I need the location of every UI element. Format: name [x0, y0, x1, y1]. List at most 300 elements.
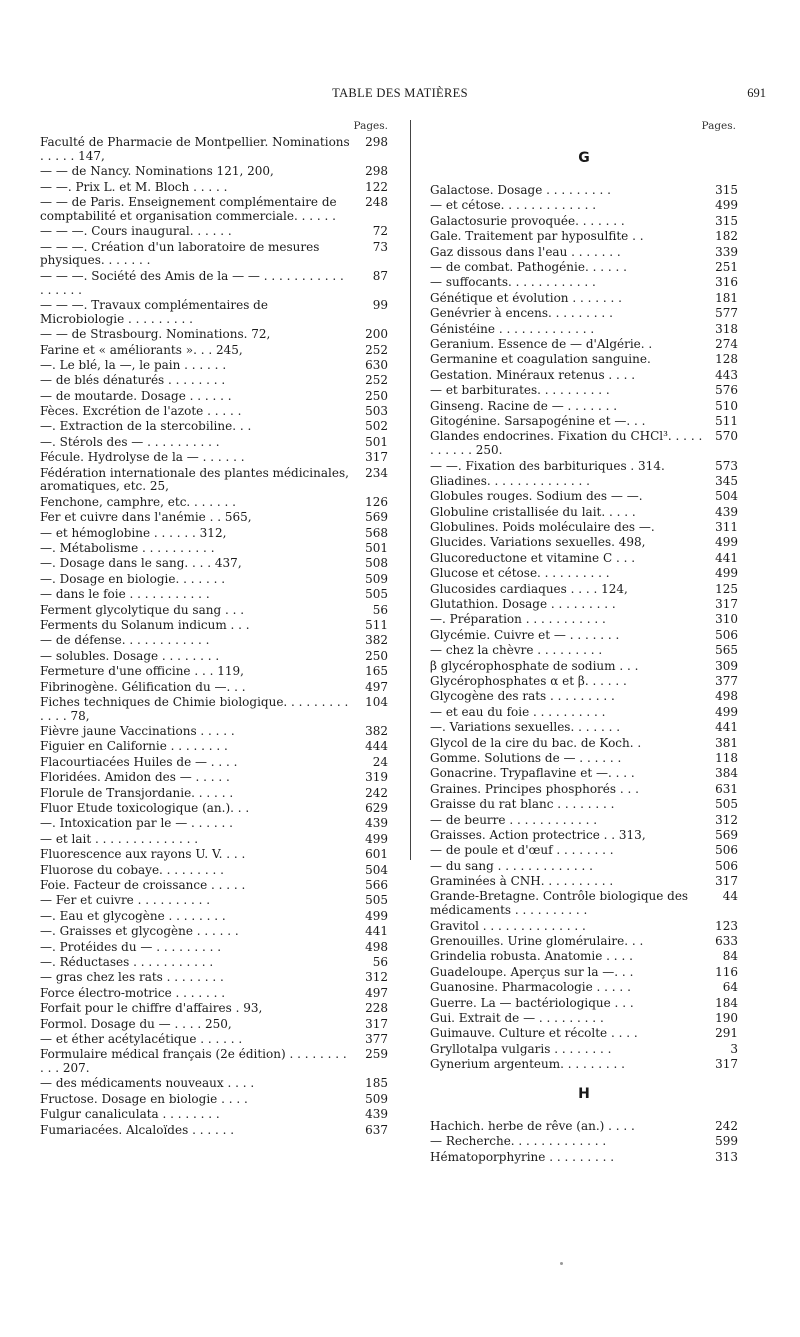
- entry-text: —. Graisses et glycogène . . . . . .: [40, 924, 239, 939]
- entry-text: — de blés dénaturés . . . . . . . .: [40, 373, 226, 388]
- index-entry: [430, 490, 738, 504]
- entry-page: 248: [365, 194, 388, 209]
- entry-text: Fédération internationale des plantes médicinales, aromatiques, etc. 25,: [40, 465, 349, 494]
- entry-page: 84: [722, 949, 738, 964]
- entry-page: 242: [715, 1119, 738, 1134]
- entry-text: — et lait . . . . . . . . . . . . . .: [40, 831, 199, 846]
- entry-text: Germanine et coagulation sanguine.: [430, 352, 651, 367]
- entry-page: 504: [365, 862, 388, 877]
- index-entry: [40, 181, 388, 195]
- index-entry: [40, 1108, 388, 1122]
- entry-page: 569: [365, 510, 388, 525]
- index-entry: [40, 894, 388, 908]
- entry-page: 382: [365, 633, 388, 648]
- entry-page: 510: [715, 398, 738, 413]
- entry-text: Guadeloupe. Aperçus sur la —. . .: [430, 964, 634, 979]
- entry-text: Grande-Bretagne. Contrôle biologique des médicaments . . . . . . . . . .: [430, 889, 689, 918]
- entry-text: β glycérophosphate de sodium . . .: [430, 658, 639, 673]
- index-entry: [430, 829, 738, 843]
- entry-text: Fenchone, camphre, etc. . . . . . .: [40, 494, 236, 509]
- entry-page: 498: [715, 689, 738, 704]
- entry-page: 242: [365, 785, 388, 800]
- entry-page: 511: [365, 617, 388, 632]
- index-entry: [40, 436, 388, 450]
- entry-text: —. Métabolisme . . . . . . . . . .: [40, 540, 215, 555]
- index-entry: [40, 725, 388, 739]
- entry-text: —. Stérols des — . . . . . . . . . .: [40, 434, 220, 449]
- entry-page: 499: [715, 704, 738, 719]
- entry-text: — gras chez les rats . . . . . . . .: [40, 970, 224, 985]
- entry-text: Genévrier à encens. . . . . . . . .: [430, 306, 613, 321]
- index-entry: [430, 752, 738, 766]
- entry-text: — suffocants. . . . . . . . . . . .: [430, 275, 596, 290]
- entry-page: 234: [365, 465, 388, 480]
- entry-page: 384: [715, 766, 738, 781]
- entry-text: Floridées. Amidon des — . . . . .: [40, 770, 230, 785]
- index-entry: [430, 583, 738, 597]
- entry-text: Glycémie. Cuivre et — . . . . . . .: [430, 627, 620, 642]
- entry-text: Fluorose du cobaye. . . . . . . . .: [40, 862, 224, 877]
- index-entry: [430, 935, 738, 949]
- index-entry: [40, 1124, 388, 1138]
- index-entry: [430, 690, 738, 704]
- index-entry: [430, 230, 738, 244]
- entry-text: Hachich. herbe de rêve (an.) . . . .: [430, 1119, 635, 1134]
- entry-text: Fer et cuivre dans l'anémie . . 565,: [40, 510, 252, 525]
- entry-page: 505: [715, 797, 738, 812]
- index-entry: [430, 1151, 738, 1165]
- entry-text: Fluorescence aux rayons U. V. . . .: [40, 847, 246, 862]
- entry-page: 317: [715, 874, 738, 889]
- index-entry: [40, 344, 388, 358]
- entry-page: 118: [715, 750, 738, 765]
- entry-page: 312: [365, 970, 388, 985]
- index-entry: [430, 1135, 738, 1149]
- entry-text: Fièvre jaune Vaccinations . . . . .: [40, 724, 235, 739]
- entry-text: —. Dosage en biologie. . . . . . .: [40, 571, 226, 586]
- index-entry: [40, 665, 388, 679]
- entry-text: Hématoporphyrine . . . . . . . . .: [430, 1149, 615, 1164]
- entry-page: 633: [715, 934, 738, 949]
- entry-page: 573: [715, 458, 738, 473]
- entry-text: Globules rouges. Sodium des — —.: [430, 489, 643, 504]
- entry-page: 318: [715, 321, 738, 336]
- entry-text: — —. Prix L. et M. Bloch . . . . .: [40, 179, 228, 194]
- index-entry: [40, 1002, 388, 1016]
- index-entry: [430, 1043, 738, 1057]
- entry-page: 313: [715, 1149, 738, 1164]
- entry-page: 382: [365, 724, 388, 739]
- entry-text: — de moutarde. Dosage . . . . . .: [40, 388, 232, 403]
- index-entry: [430, 215, 738, 229]
- index-entry: [430, 246, 738, 260]
- entry-text: Génistéine . . . . . . . . . . . . .: [430, 321, 595, 336]
- entry-page: 315: [715, 213, 738, 228]
- index-entry: [40, 756, 388, 770]
- index-entry: [40, 241, 388, 269]
- entry-page: 505: [365, 587, 388, 602]
- entry-text: Glucose et cétose. . . . . . . . . .: [430, 566, 610, 581]
- entry-text: Geranium. Essence de — d'Algérie. .: [430, 337, 653, 351]
- entry-page: 599: [715, 1134, 738, 1149]
- index-entry: [430, 384, 738, 398]
- entry-page: 577: [715, 306, 738, 321]
- entry-page: 298: [365, 135, 388, 149]
- entry-page: 291: [715, 1026, 738, 1041]
- index-entry: [40, 956, 388, 970]
- entry-text: Guimauve. Culture et récolte . . . .: [430, 1026, 638, 1041]
- entry-page: 317: [715, 597, 738, 612]
- printer-speck: [560, 1262, 563, 1265]
- entry-text: Flacourtiacées Huiles de — . . . .: [40, 754, 238, 769]
- index-entry: [430, 675, 738, 689]
- entry-page: 377: [715, 674, 738, 688]
- entry-text: Ferment glycolytique du sang . . .: [40, 602, 245, 617]
- entry-text: — — —. Cours inaugural. . . . . .: [40, 224, 232, 239]
- entry-text: Formol. Dosage du — . . . . 250,: [40, 1016, 232, 1031]
- entry-text: — et eau du foie . . . . . . . . . .: [430, 704, 606, 719]
- entry-text: Fibrinogène. Gélification du —. . .: [40, 679, 246, 694]
- entry-text: Fécule. Hydrolyse de la — . . . . . .: [40, 450, 245, 465]
- pages-label: Pages.: [701, 120, 736, 132]
- index-entry: [40, 496, 388, 510]
- entry-page: 128: [715, 352, 738, 367]
- entry-text: Glycérophosphates α et β. . . . . .: [430, 674, 627, 688]
- entry-text: Graines. Principes phosphorés . . .: [430, 781, 639, 796]
- entry-page: 509: [365, 1091, 388, 1106]
- index-entry: [40, 740, 388, 754]
- entry-page: 64: [722, 980, 738, 995]
- entry-text: Globuline cristallisée du lait. . . . .: [430, 504, 636, 519]
- entry-text: Grindelia robusta. Anatomie . . . .: [430, 949, 633, 964]
- entry-page: 87: [372, 268, 388, 283]
- index-entry: [40, 165, 388, 179]
- entry-text: —. Intoxication par le — . . . . . .: [40, 816, 233, 831]
- entry-page: 497: [365, 679, 388, 694]
- index-entry: [40, 420, 388, 434]
- entry-text: Ferments du Solanum indicum . . .: [40, 617, 250, 632]
- entry-text: Gale. Traitement par hyposulfite . .: [430, 229, 644, 244]
- entry-text: Fèces. Excrétion de l'azote . . . . .: [40, 404, 242, 419]
- entry-page: 56: [372, 602, 388, 617]
- index-entry: [430, 950, 738, 964]
- entry-text: —. Réductases . . . . . . . . . . .: [40, 954, 214, 969]
- entry-text: Génétique et évolution . . . . . . .: [430, 290, 622, 305]
- entry-page: 508: [365, 556, 388, 571]
- index-entry: [40, 833, 388, 847]
- entry-text: Fumariacées. Alcaloïdes . . . . . .: [40, 1122, 235, 1137]
- entry-text: Glucosides cardiaques . . . . 124,: [430, 581, 628, 596]
- entry-text: — et barbiturates. . . . . . . . . .: [430, 383, 610, 398]
- index-entry: [430, 613, 738, 627]
- entry-page: 444: [365, 739, 388, 754]
- page-number: 691: [747, 86, 766, 100]
- entry-text: Ginseng. Racine de — . . . . . . .: [430, 398, 618, 413]
- index-entry: [430, 629, 738, 643]
- entry-page: 499: [365, 908, 388, 923]
- right-column: [430, 120, 738, 1166]
- entry-page: 125: [715, 581, 738, 596]
- entry-text: Glycogène des rats . . . . . . . . .: [430, 689, 615, 704]
- index-entry: [430, 430, 738, 458]
- entry-page: 316: [715, 275, 738, 290]
- entry-text: Graisses. Action protectrice . . 313,: [430, 827, 646, 842]
- index-entry: [430, 184, 738, 198]
- index-entry: [430, 783, 738, 797]
- entry-page: 506: [715, 843, 738, 858]
- entry-page: 184: [715, 995, 738, 1010]
- entry-page: 309: [715, 658, 738, 673]
- index-entry: [40, 879, 388, 893]
- index-entry: [430, 644, 738, 658]
- index-entry: [40, 299, 388, 327]
- index-entry: [40, 634, 388, 648]
- entry-text: Guerre. La — bactériologique . . .: [430, 995, 634, 1010]
- index-entry: [430, 506, 738, 520]
- entry-page: 317: [365, 1016, 388, 1031]
- entry-text: Farine et « améliorants ». . . 245,: [40, 342, 243, 357]
- entry-page: 502: [365, 419, 388, 434]
- entry-text: —. Eau et glycogène . . . . . . . .: [40, 908, 226, 923]
- index-entry: [40, 817, 388, 831]
- entry-text: — des médicaments nouveaux . . . .: [40, 1076, 255, 1091]
- index-entry: [430, 353, 738, 367]
- entry-page: 503: [365, 404, 388, 419]
- entry-text: — de poule et d'œuf . . . . . . . .: [430, 843, 614, 858]
- index-entry: [40, 527, 388, 541]
- section-letter-g: G: [578, 150, 590, 166]
- entry-page: 504: [715, 489, 738, 504]
- entry-text: Forfait pour le chiffre d'affaires . 93,: [40, 1001, 263, 1016]
- entry-text: Foie. Facteur de croissance . . . . .: [40, 877, 246, 892]
- index-entry: [40, 1033, 388, 1047]
- entry-page: 182: [715, 229, 738, 244]
- g-entry-list: [430, 184, 738, 1072]
- index-entry: [430, 660, 738, 674]
- index-entry: [430, 1012, 738, 1026]
- entry-text: Guanosine. Pharmacologie . . . . .: [430, 980, 631, 995]
- entry-page: 3: [730, 1041, 738, 1056]
- entry-text: Gitogénine. Sarsapogénine et —. . .: [430, 413, 646, 428]
- index-entry: [430, 860, 738, 874]
- index-entry: [430, 706, 738, 720]
- entry-text: Gaz dissous dans l'eau . . . . . . .: [430, 244, 621, 259]
- entry-text: — et hémoglobine . . . . . . 312,: [40, 525, 227, 540]
- entry-text: Glycol de la cire du bac. de Koch. .: [430, 735, 642, 750]
- entry-page: 319: [365, 770, 388, 785]
- left-entry-list: [40, 136, 388, 1137]
- index-entry: [430, 737, 738, 751]
- entry-page: 570: [715, 429, 738, 444]
- entry-page: 576: [715, 383, 738, 398]
- entry-text: — de défense. . . . . . . . . . . .: [40, 633, 210, 648]
- index-entry: [40, 451, 388, 465]
- index-entry: [40, 848, 388, 862]
- entry-page: 312: [715, 812, 738, 827]
- entry-text: Galactose. Dosage . . . . . . . . .: [430, 183, 611, 198]
- index-entry: [430, 920, 738, 934]
- entry-text: Gonacrine. Trypaflavine et —. . . .: [430, 766, 635, 781]
- entry-page: 185: [365, 1076, 388, 1091]
- index-entry: [40, 390, 388, 404]
- entry-text: —. Protéides du — . . . . . . . . .: [40, 939, 222, 954]
- entry-page: 228: [365, 1001, 388, 1016]
- entry-page: 250: [365, 648, 388, 663]
- page-header: [32, 86, 768, 106]
- entry-page: 345: [715, 473, 738, 488]
- entry-page: 116: [715, 964, 738, 979]
- entry-page: 501: [365, 434, 388, 449]
- entry-page: 501: [365, 540, 388, 555]
- index-entry: [430, 323, 738, 337]
- entry-page: 250: [365, 388, 388, 403]
- entry-text: Faculté de Pharmacie de Montpellier. Nominations . . . . . 147,: [40, 135, 350, 163]
- index-entry: [430, 981, 738, 995]
- index-entry: [430, 814, 738, 828]
- index-entry: [40, 864, 388, 878]
- entry-text: —. Dosage dans le sang. . . . 437,: [40, 556, 242, 571]
- entry-text: Formulaire médical français (2e édition) . . . . . . . . . . . 207.: [40, 1047, 347, 1076]
- index-entry: [40, 925, 388, 939]
- index-entry: [40, 787, 388, 801]
- index-entry: [430, 415, 738, 429]
- index-entry: [430, 1027, 738, 1041]
- entry-text: —. Préparation . . . . . . . . . . .: [430, 612, 606, 627]
- entry-text: —. Extraction de la stercobiline. . .: [40, 419, 252, 434]
- entry-text: — de beurre . . . . . . . . . . . .: [430, 812, 598, 827]
- index-entry: [40, 1018, 388, 1032]
- index-entry: [430, 721, 738, 735]
- entry-text: Florule de Transjordanie. . . . . .: [40, 785, 234, 800]
- index-entry: [40, 359, 388, 373]
- entry-text: — — de Nancy. Nominations 121, 200,: [40, 164, 274, 179]
- entry-text: Fulgur canaliculata . . . . . . . .: [40, 1107, 220, 1122]
- index-entry: [430, 199, 738, 213]
- entry-page: 72: [372, 224, 388, 239]
- entry-page: 498: [365, 939, 388, 954]
- entry-page: 181: [715, 290, 738, 305]
- entry-page: 56: [372, 954, 388, 969]
- entry-text: — chez la chèvre . . . . . . . . .: [430, 643, 603, 658]
- index-entry: [40, 557, 388, 571]
- index-entry: [430, 552, 738, 566]
- entry-page: 506: [715, 627, 738, 642]
- entry-page: 252: [365, 342, 388, 357]
- entry-page: 505: [365, 893, 388, 908]
- entry-text: Glucoreductone et vitamine C . . .: [430, 550, 636, 565]
- entry-page: 631: [715, 781, 738, 796]
- entry-page: 122: [365, 179, 388, 194]
- entry-page: 601: [365, 847, 388, 862]
- h-entry-list: [430, 1120, 738, 1165]
- pages-label: Pages.: [353, 120, 388, 132]
- entry-page: 569: [715, 827, 738, 842]
- entry-text: Force électro-motrice . . . . . . .: [40, 985, 226, 1000]
- index-entry: [40, 225, 388, 239]
- entry-text: Fermeture d'une officine . . . 119,: [40, 664, 244, 679]
- entry-page: 377: [365, 1031, 388, 1046]
- index-entry: [40, 696, 388, 724]
- entry-page: 441: [715, 720, 738, 735]
- index-entry: [40, 588, 388, 602]
- index-entry: [40, 771, 388, 785]
- index-entry: [430, 276, 738, 290]
- entry-text: Gynerium argenteum. . . . . . . . .: [430, 1057, 625, 1072]
- entry-page: 439: [365, 816, 388, 831]
- entry-page: 499: [715, 566, 738, 581]
- index-entry: [40, 573, 388, 587]
- entry-text: — Recherche. . . . . . . . . . . . .: [430, 1134, 607, 1149]
- entry-page: 274: [715, 337, 738, 351]
- entry-text: Globulines. Poids moléculaire des —.: [430, 520, 655, 535]
- entry-text: Fluor Etude toxicologique (an.). . .: [40, 801, 250, 816]
- index-entry: [430, 798, 738, 812]
- index-entry: [40, 1077, 388, 1091]
- entry-page: 200: [365, 327, 388, 342]
- entry-text: — et éther acétylacétique . . . . . .: [40, 1031, 243, 1046]
- index-entry: [430, 844, 738, 858]
- entry-page: 99: [372, 297, 388, 312]
- entry-text: Gui. Extrait de — . . . . . . . . .: [430, 1011, 604, 1025]
- entry-page: 630: [365, 357, 388, 372]
- index-entry: [40, 1048, 388, 1076]
- index-entry: [40, 941, 388, 955]
- entry-page: 259: [365, 1047, 388, 1062]
- index-entry: [40, 604, 388, 618]
- entry-page: 443: [715, 367, 738, 382]
- index-entry: [430, 767, 738, 781]
- index-entry: [40, 374, 388, 388]
- entry-text: Glandes endocrines. Fixation du CHCl³. . . . . . . . . . . 250.: [430, 429, 703, 458]
- index-entry: [40, 619, 388, 633]
- entry-page: 497: [365, 985, 388, 1000]
- entry-page: 568: [365, 525, 388, 540]
- index-entry: [40, 328, 388, 342]
- index-entry: [430, 292, 738, 306]
- entry-text: — — —. Travaux complémentaires de Microbiologie . . . . . . . . .: [40, 297, 268, 326]
- entry-page: 310: [715, 612, 738, 627]
- entry-page: 499: [715, 535, 738, 550]
- index-entry: [430, 536, 738, 550]
- entry-text: Gravitol . . . . . . . . . . . . . .: [430, 918, 586, 933]
- index-entry: [40, 270, 388, 298]
- entry-page: 511: [715, 413, 738, 428]
- index-entry: [430, 475, 738, 489]
- index-entry: [430, 521, 738, 535]
- index-entry: [40, 910, 388, 924]
- entry-page: 439: [365, 1107, 388, 1122]
- entry-text: — —. Fixation des barbituriques . 314.: [430, 458, 665, 473]
- entry-text: — — —. Société des Amis de la — — . . . . . . . . . . . . . . . . .: [40, 268, 344, 297]
- entry-text: Gryllotalpa vulgaris . . . . . . . .: [430, 1041, 612, 1056]
- entry-text: — — de Strasbourg. Nominations. 72,: [40, 327, 271, 342]
- index-entry: [40, 467, 388, 495]
- entry-page: 317: [715, 1057, 738, 1072]
- entry-page: 499: [365, 831, 388, 846]
- entry-text: Fructose. Dosage en biologie . . . .: [40, 1091, 248, 1106]
- entry-page: 506: [715, 858, 738, 873]
- index-entry: [430, 369, 738, 383]
- index-entry: [430, 966, 738, 980]
- entry-text: —. Le blé, la —, le pain . . . . . .: [40, 357, 227, 372]
- entry-page: 566: [365, 877, 388, 892]
- entry-text: — Fer et cuivre . . . . . . . . . .: [40, 893, 211, 908]
- entry-page: 165: [365, 664, 388, 679]
- entry-text: — — de Paris. Enseignement complémentaire de comptabilité et organisation commerciale. . . . . .: [40, 194, 337, 223]
- index-entry: [40, 681, 388, 695]
- entry-page: 637: [365, 1122, 388, 1137]
- entry-text: Gestation. Minéraux retenus . . . .: [430, 367, 636, 382]
